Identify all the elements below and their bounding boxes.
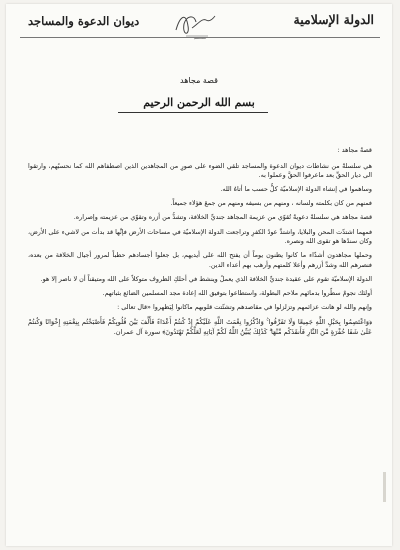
paragraph: وإنهم والله لو هانت عزائمهم وتزلزلوا في مقاصدهم وتشتّتت قلوبهم ماكانوا لِيَظهروا «قال تعالى : [117,303,372,312]
paragraph: وحملها مجاهدون أشدّاء ما كانوا يظنون يوماً أن يفتح الله على أيديهم، بل جعلوا أجسادهم حطباً لمرور أجيال الخلافة من بعده، فنصرهم الله وشدَّ أزرهم وأعلا كلمتهم وأرهب بهم أعداء الدين. [28,251,372,269]
paragraph: هي سلسلةٌ من نشاطات ديوان الدعوة والمساجد تلقي الضوء على صورٍ من المجاهدين الذين اصطفاهم الله كما نحسبُهم، وارتقوا الى ديار الحقِّ بعد ماعرفوا الحقَّ وعملوا به. [28,161,372,180]
paragraph: الدولة الإسلاميّة تقوم على عقيدة جنديِّ الخلافة الذي يعملُ وينشط في أحلكِ الظروف متوكلاً على الله ومتيقناً أن لا ناصر إلا هو. [40,274,372,283]
paragraph: قصة مجاهد هي سلسلةٌ دعويةٌ تُقوّي من عزيمة المجاهد جنديِّ الخلافة، وتشدُّ من أزره وتقوّي من عزيمته وإصراره. [73,213,372,222]
section-heading: قصةُ مجاهد : [337,146,372,154]
quran-verse: ﴿وَاعْتَصِمُوا بِحَبْلِ اللَّهِ جَمِيعًا وَلَا تَفَرَّقُوا ۚ وَاذْكُرُوا نِعْمَتَ اللَّهِ عَلَيْكُمْ إِذْ كُنتُمْ أَعْدَاءً فَأَلَّفَ بَيْنَ قُلُوبِكُمْ فَأَصْبَحْتُم بِنِعْمَتِهِ إِخْوَانًا وَكُنتُمْ عَلَىٰ شَفَا حُفْرَةٍ مِّنَ النَّارِ فَأَنقَذَكُم مِّنْهَا ۗ كَذَٰلِكَ يُبَيِّنُ اللَّهُ لَكُمْ آيَاتِهِ لَعَلَّكُمْ تَهْتَدُونَ﴾ سورة آل عمران. [28,318,372,337]
document-title: قصة مجاهد [180,76,218,85]
state-title: الدولة الإسلامية [293,12,374,27]
paragraph: فمهما اشتدّت المحن والبلايا، واشتدَّ عودُ الكفرِ وتراجعت الدولة الإسلاميّة في مساحات الأرض فإنَّها قد بدأت من لاشيء على الأرض، وكان سندُها هو تقوى الله ونصره. [28,227,372,246]
document-body [28,146,372,342]
scan-edge-mark [383,472,386,502]
paragraph: فمنهم من كان بكلمته ولسانه ، ومنهم من بسيفه ومنهم من جمعَ هؤلاء جميعاً. [170,199,372,208]
department-title: ديوان الدعوة والمساجد [28,14,140,28]
document-page [6,4,392,546]
basmala: بسم الله الرحمن الرحيم [143,96,255,109]
basmala-underline [118,112,268,113]
paragraph: أولئك نجومٌ سطّروا بدمائهم ملاحم البطولة، واستطاعوا بتوفيق الله إعادة مجد المسلمين الضائع بثباتهم. [102,289,372,298]
header-divider [20,37,380,38]
letterhead [6,4,392,48]
paragraph: وساهموا في إنشاء الدولة الإسلاميّة كلٌّ حسب ما أتاهُ الله. [220,185,372,194]
